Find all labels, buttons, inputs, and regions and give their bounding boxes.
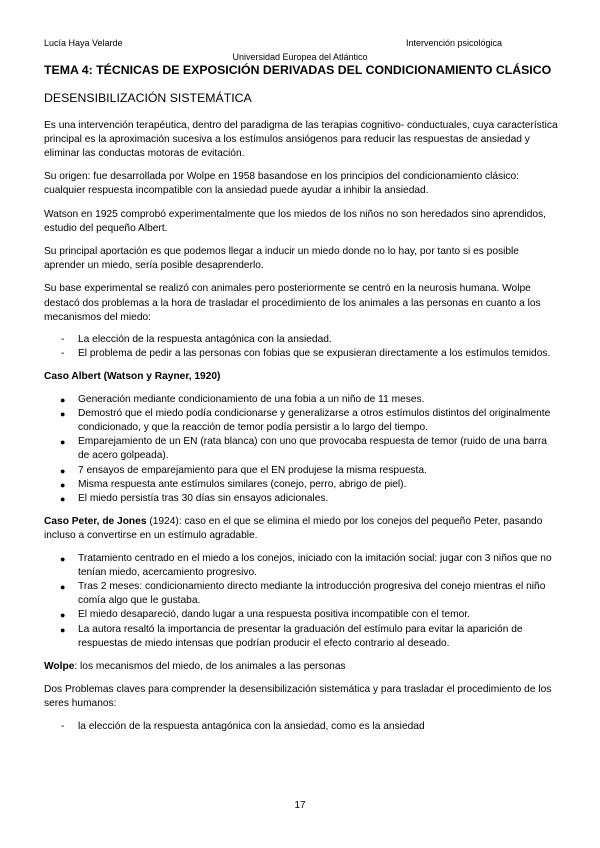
- page-content: [44, 63, 558, 734]
- page-number: 17: [294, 800, 306, 811]
- list-item: ● 7 ensayos de emparejamiento para que el EN produjese la misma respuesta.: [60, 464, 427, 476]
- header-author: Lucía Haya Velarde: [44, 38, 123, 48]
- list-item: ● Emparejamiento de un EN (rata blanca) con uno que provocaba respuesta de temor (ruido de una barra de acero golpeada).: [60, 436, 547, 462]
- list-item: ● El miedo persistía tras 30 días sin ensayos adicionales.: [60, 492, 329, 504]
- albert-heading: Caso Albert (Watson y Rayner, 1920): [44, 371, 221, 383]
- paragraph-origin: Su origen: fue desarrollada por Wolpe en 1958 basandose en los principios del condicionamiento clásico: cualquier respuesta incompatible con la ansiedad puede ayudar a inhibir la ansiedad.: [44, 171, 519, 197]
- list-item: - La elección de la respuesta antagónica con la ansiedad.: [61, 333, 332, 345]
- closing-list: [44, 720, 558, 734]
- list-item: - El problema de pedir a las personas con fobias que se expusieran directamente a los estímulos temidos.: [61, 348, 551, 360]
- list-item: ● Tratamiento centrado en el miedo a los conejos, iniciado con la imitación social: jugar con 3 niños que no tenían miedo, acercamiento progresivo.: [60, 552, 552, 578]
- peter-paragraph: [44, 515, 558, 543]
- wolpe-label: Wolpe: [44, 661, 75, 672]
- list-item: ● Tras 2 meses: condicionamiento directo mediante la introducción progresiva del conejo mientras el niño comía algo que le gustaba.: [60, 580, 546, 607]
- albert-list: [44, 393, 558, 507]
- wolpe-text: : los mecanismos del miedo, de los animales a las personas: [74, 661, 346, 672]
- peter-heading: Caso Peter, de Jones: [44, 516, 147, 528]
- paragraph-watson: Watson en 1925 comprobó experimentalmente que los miedos de los niños no son heredados sino aprendidos, estudio del pequeño Albert.: [44, 208, 546, 234]
- list-item: ● La autora resaltó la importancia de presentar la graduación del estímulo para evitar la aparición de respuestas de miedo intensas que podrían producir el efecto contrario al deseado.: [60, 623, 523, 649]
- list-item: - la elección de la respuesta antagónica con la ansiedad, como es la ansiedad: [61, 720, 425, 732]
- paragraph-contribution: Su principal aportación es que podemos llegar a inducir un miedo donde no lo hay, por tanto si es posible aprender un miedo, sería posible desaprenderlo.: [44, 245, 519, 272]
- header-subject: Intervención psicológica: [406, 38, 503, 48]
- peter-list: [44, 552, 558, 651]
- list-item: ● Demostró que el miedo podía condicionarse y generalizarse a otros estímulos distintos del originalmente condicionado, y que la reacción de temor podía persistir a lo largo del tiempo.: [60, 407, 551, 433]
- page-title: TEMA 4: TÉCNICAS DE EXPOSICIÓN DERIVADAS DEL CONDICIONAMIENTO CLÁSICO: [44, 63, 552, 77]
- section-title: DESENSIBILIZACIÓN SISTEMÁTICA: [44, 90, 252, 105]
- header-university: Universidad Europea del Atlántico: [232, 52, 368, 62]
- paragraph-experimental-base: Su base experimental se realizó con animales pero posteriormente se centró en la neurosis humana. Wolpe destacó dos problemas a la hora de trasladar el procedimiento de los animales a las personas en cuanto a los mecanismos del miedo:: [44, 283, 541, 323]
- list-item: ● Misma respuesta ante estímulos similares (conejo, perro, abrigo de piel).: [60, 478, 407, 490]
- list-item: ● Generación mediante condicionamiento de una fobia a un niño de 11 meses.: [60, 393, 425, 405]
- paragraph-definition: Es una intervención terapéutica, dentro del paradigma de las terapias cognitivo- conductuales, cuya característica principal es la aproximación sucesiva a los estímulos ansiógenos para reducir las respuestas de ansiedad y eliminar las conductas motoras de evitación.: [44, 119, 558, 159]
- list-item: ● El miedo desapareció, dando lugar a una respuesta positiva incompatible con el temor.: [60, 609, 470, 621]
- wolpe-paragraph: [44, 660, 558, 674]
- problems-list: [44, 333, 558, 361]
- closing-paragraph: Dos Problemas claves para comprender la desensibilización sistemática y para trasladar el procedimiento de los seres humanos:: [44, 684, 552, 710]
- peter-intro: (1924): caso en el que se elimina el miedo por los conejos del pequeño Peter, pasando incluso a convertirse en un estímulo agradable.: [44, 516, 543, 542]
